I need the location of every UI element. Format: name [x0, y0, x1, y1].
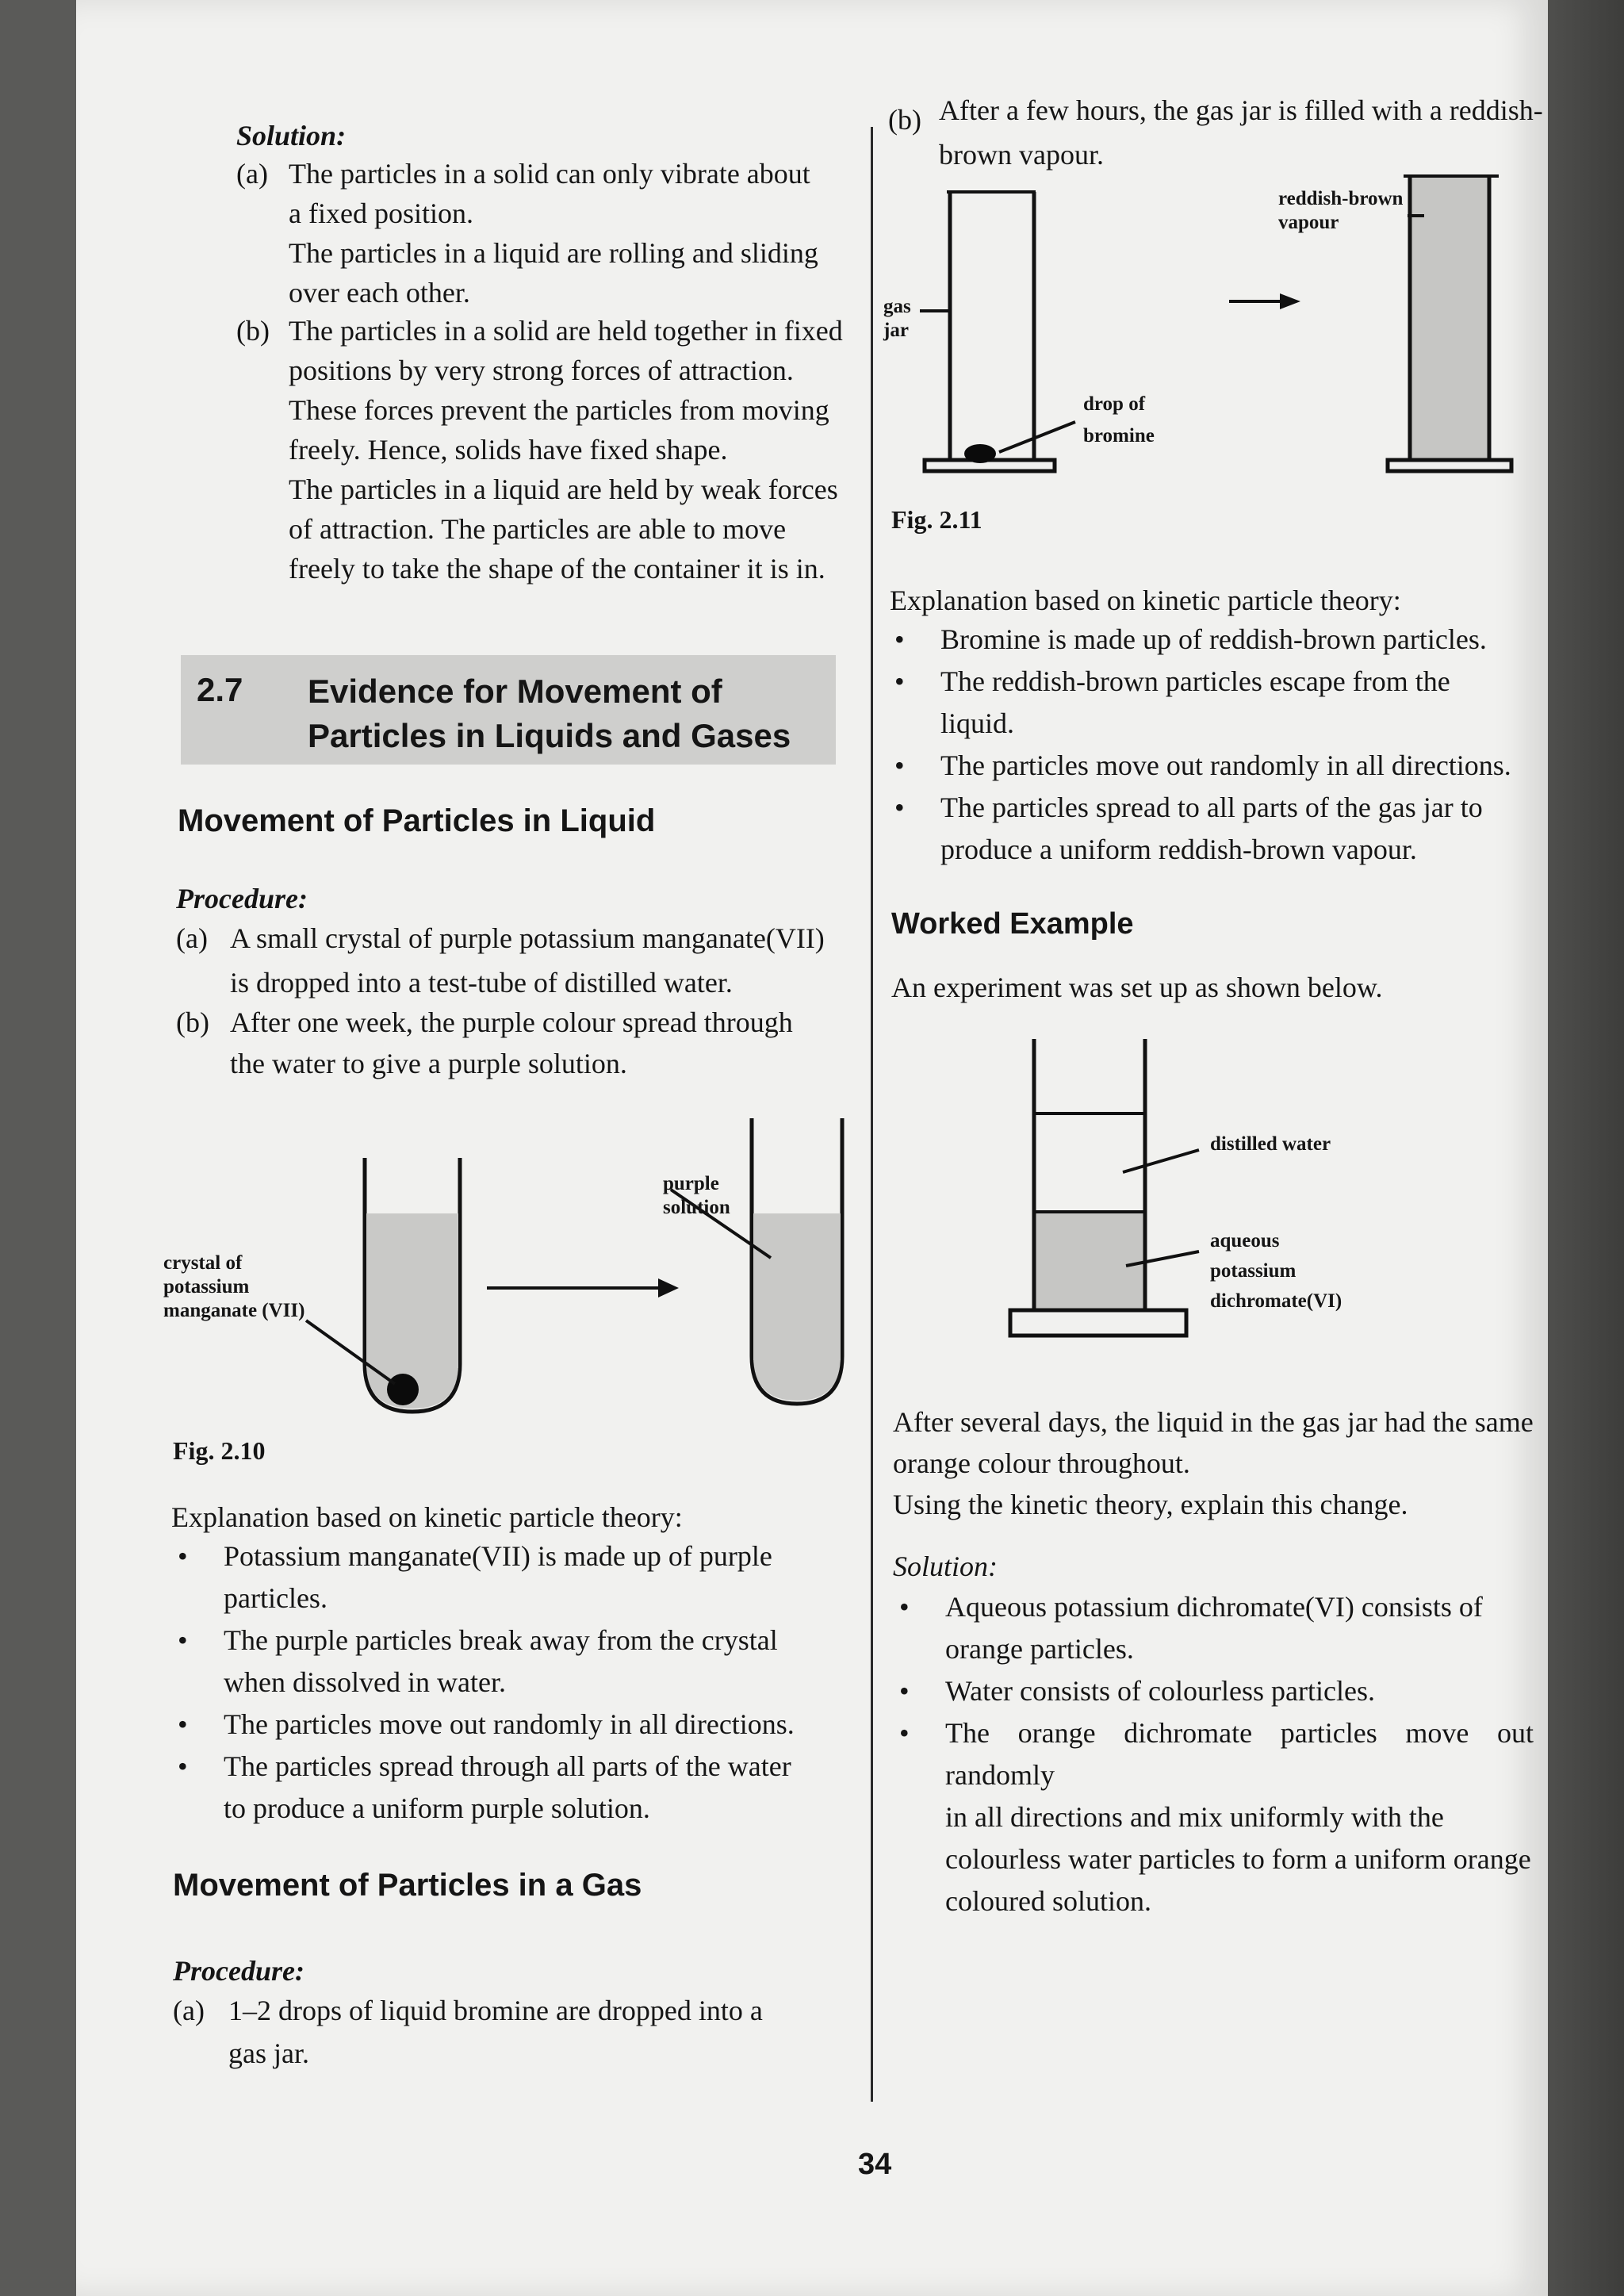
bullet-dot: •	[178, 1624, 188, 1656]
text-line: Potassium manganate(VII) is made up of purple	[224, 1540, 772, 1572]
text-line: over each other.	[289, 277, 470, 309]
bullet-dot: •	[899, 1591, 910, 1623]
solution-label-right: Solution:	[893, 1550, 998, 1582]
gas-jar-left	[925, 192, 1055, 471]
text-line: positions by very strong forces of attraction.	[289, 355, 794, 386]
fig-2-11-diagram	[880, 174, 1546, 508]
solution-a-marker: (a)	[236, 158, 268, 190]
text-line: is dropped into a test-tube of distilled water.	[230, 967, 733, 999]
text-line: These forces prevent the particles from moving	[289, 394, 829, 426]
list-item	[894, 745, 1534, 787]
bullet-dot: •	[899, 1717, 910, 1749]
text-line: the water to give a purple solution.	[230, 1048, 627, 1079]
question-line: Using the kinetic theory, explain this change.	[893, 1489, 1408, 1520]
page-edge-shadow	[1548, 0, 1624, 2296]
label-line: reddish-brown	[1278, 188, 1404, 209]
label-line: potassium	[1210, 1260, 1297, 1282]
text-line: orange particles.	[945, 1633, 1134, 1665]
list-item	[178, 1619, 842, 1704]
solution-b-marker: (b)	[236, 315, 270, 347]
left-bullet-list	[178, 1535, 842, 1830]
column-divider	[871, 127, 873, 2102]
label-line: potassium	[163, 1276, 250, 1297]
text-line: The reddish-brown particles escape from the	[940, 665, 1450, 697]
list-item	[899, 1670, 1534, 1712]
gas-jar-right	[1388, 176, 1511, 471]
distilled-pointer	[1123, 1150, 1199, 1172]
fig-2-11-vapour-label	[1278, 187, 1403, 235]
explanation-intro-left: Explanation based on kinetic particle theory:	[171, 1501, 683, 1533]
gas-jar-worked	[1010, 1039, 1186, 1336]
procedure-b-marker: (b)	[176, 1006, 209, 1038]
fig-2-10-crystal-label	[163, 1251, 304, 1323]
label-line: vapour	[1278, 212, 1339, 233]
test-tube-right	[752, 1118, 842, 1404]
list-item	[894, 787, 1534, 871]
bullet-dot: •	[894, 792, 905, 823]
solution-bullet-list	[899, 1586, 1534, 1922]
bullet-dot: •	[178, 1540, 188, 1572]
section-title-line: Particles in Liquids and Gases	[308, 717, 791, 754]
text-line: The particles in a solid are held together in fixed	[289, 315, 843, 347]
text-line: A small crystal of purple potassium manganate(VII)	[230, 922, 825, 954]
text-line: brown vapour.	[939, 139, 1104, 171]
text-line: The particles spread to all parts of the gas jar to	[940, 792, 1483, 823]
page-number: 34	[858, 2148, 892, 2181]
section-number: 2.7	[197, 671, 243, 708]
solution-label: Solution:	[236, 120, 347, 151]
list-item	[894, 619, 1534, 661]
gas-heading: Movement of Particles in a Gas	[173, 1868, 642, 1903]
text-line: After a few hours, the gas jar is filled with a reddish-	[939, 94, 1543, 126]
aqueous-label	[1210, 1226, 1342, 1317]
procedure-label: Procedure:	[176, 883, 308, 914]
text-line: when dissolved in water.	[224, 1666, 506, 1698]
fig-2-11-arrow-head	[1280, 293, 1300, 309]
text-line: colourless water particles to form a uniform orange	[945, 1843, 1531, 1875]
text-line: produce a uniform reddish-brown vapour.	[940, 834, 1417, 865]
fig-2-11-drop-label	[1083, 389, 1155, 452]
text-line: The orange dichromate particles move out randomly	[945, 1717, 1534, 1791]
bullet-dot: •	[899, 1675, 910, 1707]
text-line: Bromine is made up of reddish-brown particles.	[940, 623, 1487, 655]
list-item	[894, 661, 1534, 745]
question-line: orange colour throughout.	[893, 1447, 1190, 1479]
label-line: aqueous	[1210, 1230, 1280, 1251]
bullet-dot: •	[178, 1708, 188, 1740]
text-line: 1–2 drops of liquid bromine are dropped into a	[228, 1995, 763, 2026]
worked-example-heading: Worked Example	[891, 907, 1134, 941]
label-line: purple	[663, 1173, 719, 1194]
procedure2-a-marker: (a)	[173, 1995, 205, 2026]
text-line: Water consists of colourless particles.	[945, 1675, 1375, 1707]
crystal-dot	[387, 1374, 419, 1405]
procedure2-label: Procedure:	[173, 1955, 304, 1987]
label-line: solution	[663, 1197, 730, 1218]
worked-intro: An experiment was set up as shown below.	[891, 972, 1383, 1003]
worked-example-diagram	[999, 1031, 1411, 1348]
list-item	[178, 1746, 842, 1830]
text-line: liquid.	[940, 707, 1015, 739]
distilled-water-label: distilled water	[1210, 1133, 1331, 1155]
text-line: gas jar.	[228, 2037, 309, 2069]
label-line: crystal of	[163, 1252, 243, 1274]
label-line: bromine	[1083, 425, 1155, 447]
text-line: The particles move out randomly in all directions.	[224, 1708, 795, 1740]
fig-2-11-gas-jar-label	[883, 295, 911, 343]
text-line: coloured solution.	[945, 1885, 1151, 1917]
section-title-line: Evidence for Movement of	[308, 673, 722, 710]
label-line: drop of	[1083, 393, 1146, 415]
bullet-dot: •	[894, 749, 905, 781]
list-item	[899, 1586, 1534, 1670]
label-line: dichromate(VI)	[1210, 1290, 1342, 1312]
text-line: a fixed position.	[289, 197, 473, 229]
procedure-a-marker: (a)	[176, 922, 208, 954]
bullet-dot: •	[894, 665, 905, 697]
text-line: The particles in a solid can only vibrate about	[289, 158, 810, 190]
list-item	[178, 1704, 842, 1746]
right-b-marker: (b)	[888, 104, 921, 136]
text-line: in all directions and mix uniformly with the	[945, 1801, 1444, 1833]
section-title	[308, 669, 831, 758]
text-line: to produce a uniform purple solution.	[224, 1792, 650, 1824]
text-line: The particles in a liquid are rolling and sliding	[289, 237, 818, 269]
list-item	[178, 1535, 842, 1619]
text-line: The particles in a liquid are held by weak forces	[289, 473, 838, 505]
text-line: freely. Hence, solids have fixed shape.	[289, 434, 728, 466]
question-line: After several days, the liquid in the gas jar had the same	[893, 1406, 1534, 1438]
bullet-dot: •	[894, 623, 905, 655]
bromine-drop	[964, 444, 996, 463]
text-line: particles.	[224, 1582, 327, 1614]
liquid-heading: Movement of Particles in Liquid	[178, 803, 656, 838]
right-bullet-list	[894, 619, 1534, 871]
bullet-dot: •	[178, 1750, 188, 1782]
text-line: The particles spread through all parts of the water	[224, 1750, 791, 1782]
arrow-head	[658, 1278, 679, 1297]
text-line: of attraction. The particles are able to move	[289, 513, 787, 545]
text-line: freely to take the shape of the container it is in.	[289, 553, 825, 585]
label-line: manganate (VII)	[163, 1300, 305, 1321]
text-line: The purple particles break away from the crystal	[224, 1624, 778, 1656]
fig-2-11-caption: Fig. 2.11	[891, 505, 982, 534]
list-item	[899, 1712, 1534, 1922]
text-line: After one week, the purple colour spread through	[230, 1006, 793, 1038]
fig-2-10-solution-label	[663, 1172, 730, 1220]
drop-pointer	[999, 422, 1075, 452]
explanation-intro-right: Explanation based on kinetic particle theory:	[890, 585, 1401, 616]
fig-2-10-caption: Fig. 2.10	[173, 1436, 266, 1465]
text-line: Aqueous potassium dichromate(VI) consists of	[945, 1591, 1483, 1623]
label-line: jar	[883, 320, 909, 341]
label-line: gas	[883, 296, 911, 317]
text-line: The particles move out randomly in all directions.	[940, 749, 1511, 781]
